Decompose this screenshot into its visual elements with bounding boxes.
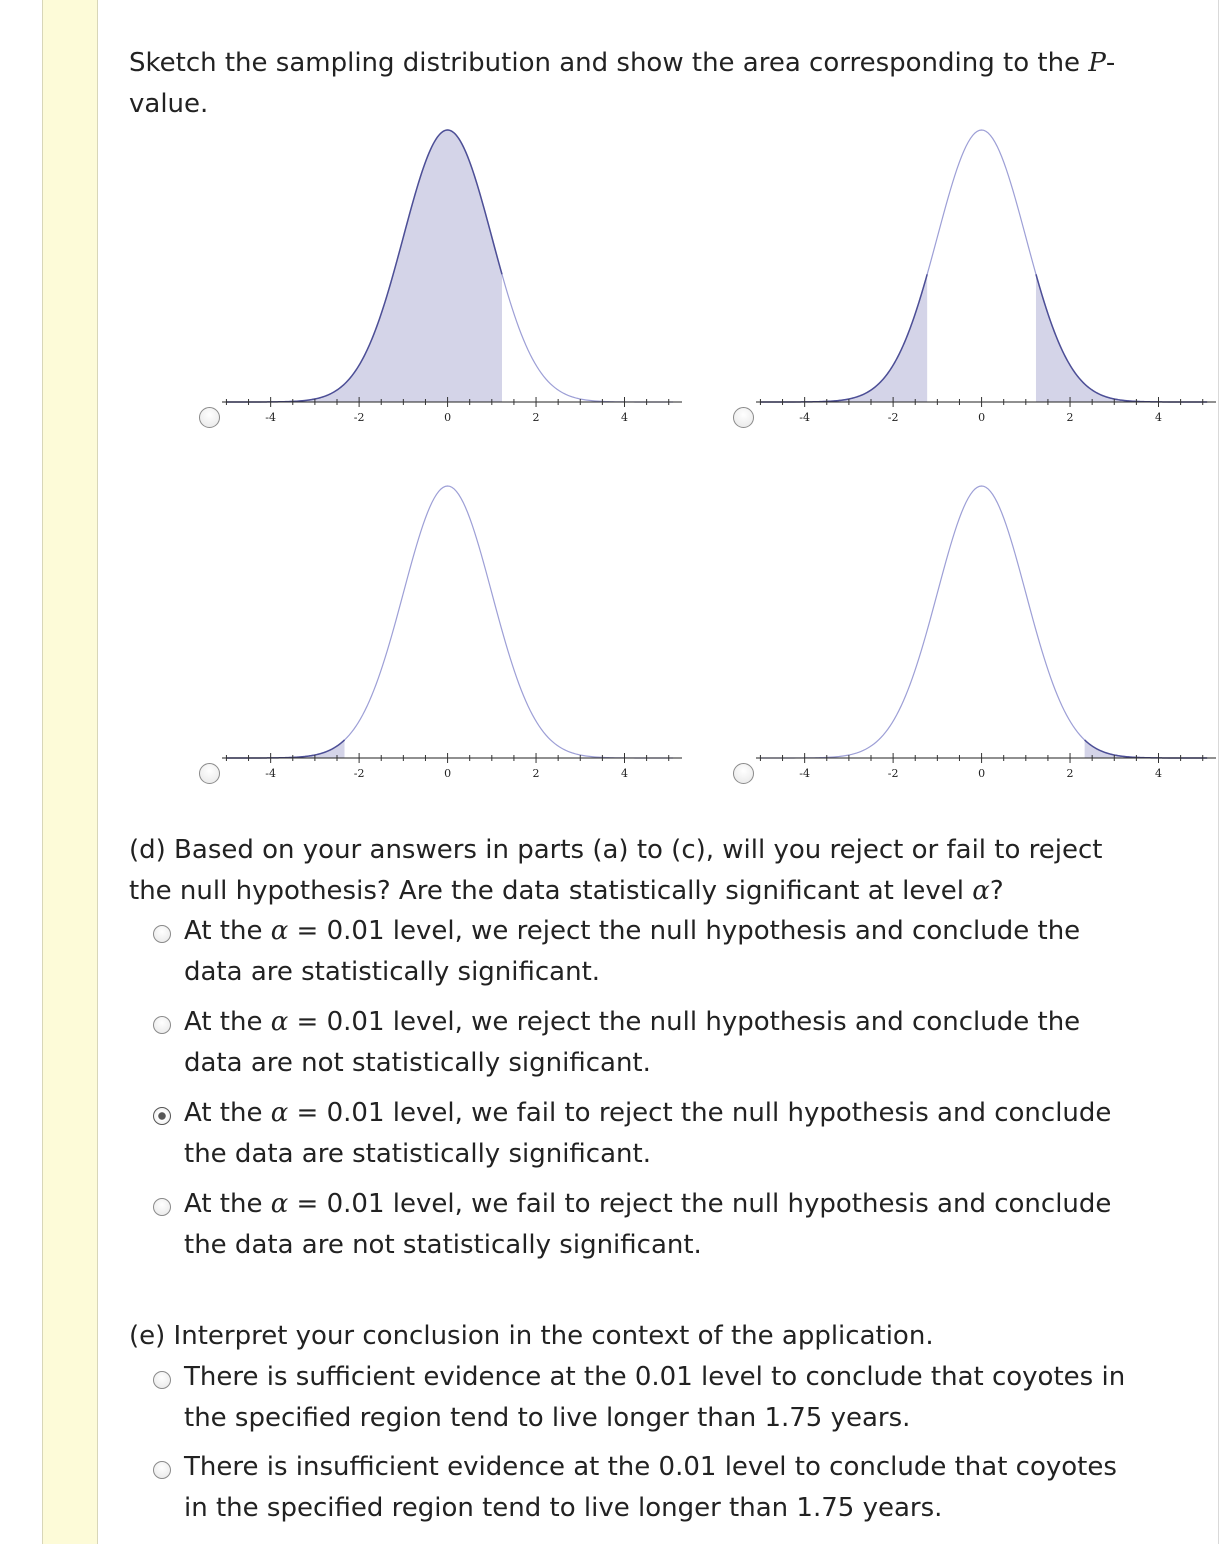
tick-label: 0	[444, 767, 452, 780]
part-d-option-2-radio[interactable]	[153, 1016, 171, 1034]
part-e-option-1-radio[interactable]	[153, 1371, 171, 1389]
part-d-question-line1: (d) Based on your answers in parts (a) to (c), will you reject or fail to reject	[129, 835, 1103, 865]
shaded-area	[1085, 740, 1208, 758]
tick-label: -4	[265, 767, 277, 780]
distribution-curve	[760, 130, 1207, 402]
shaded-area	[226, 740, 344, 758]
tick-label: 2	[1066, 411, 1074, 424]
plot-option-2	[756, 120, 1216, 430]
tick-label: -4	[799, 767, 811, 780]
intro-text: Sketch the sampling distribution and show the area corresponding to the P-value.	[129, 48, 1116, 119]
sampling-distribution-plot-1	[222, 120, 682, 430]
tick-label: 0	[978, 767, 986, 780]
right-border	[1218, 0, 1219, 1544]
distribution-curve	[760, 486, 1207, 758]
plot-option-radio-4[interactable]	[733, 763, 754, 784]
sampling-distribution-plot-4	[756, 476, 1216, 786]
part-d-question	[129, 830, 1179, 912]
tick-label: 4	[621, 767, 628, 780]
tick-label: -4	[265, 411, 277, 424]
distribution-curve	[226, 486, 673, 758]
part-e-question: (e) Interpret your conclusion in the context of the application.	[129, 1321, 934, 1351]
tick-label: 4	[621, 411, 628, 424]
tick-label: -2	[353, 411, 365, 424]
plot-option-radio-3[interactable]	[199, 763, 220, 784]
tick-label: 4	[1155, 411, 1162, 424]
sampling-distribution-plot-3	[222, 476, 682, 786]
tick-label: -4	[799, 411, 811, 424]
sampling-distribution-plot-2	[756, 120, 1216, 430]
highlighted-curve	[760, 274, 1207, 402]
tick-label: 2	[532, 411, 540, 424]
part-e-option-2[interactable]: There is insufficient evidence at the 0.01 level to conclude that coyotes in the specified region tend to live longer than 1.75 years.	[184, 1452, 1117, 1523]
tick-label: 0	[444, 411, 452, 424]
tick-label: -2	[887, 767, 899, 780]
part-d-option-3[interactable]: At the α = 0.01 level, we fail to reject the null hypothesis and conclude the data are statistically significant.	[184, 1098, 1112, 1169]
left-gutter	[42, 0, 98, 1544]
shaded-area	[226, 130, 502, 402]
part-d-option-4-radio[interactable]	[153, 1198, 171, 1216]
part-d-option-3-radio[interactable]	[153, 1107, 171, 1125]
part-d-question-line2: the null hypothesis? Are the data statistically significant at level α?	[129, 876, 1004, 906]
shaded-area	[760, 274, 1207, 402]
plot-option-radio-1[interactable]	[199, 407, 220, 428]
plot-option-radio-2[interactable]	[733, 407, 754, 428]
plot-option-3	[222, 476, 682, 786]
part-d-option-1-radio[interactable]	[153, 925, 171, 943]
plot-option-1	[222, 120, 682, 430]
plot-option-4	[756, 476, 1216, 786]
tick-label: -2	[887, 411, 899, 424]
tick-label: 2	[1066, 767, 1074, 780]
tick-label: 4	[1155, 767, 1162, 780]
part-d-option-2[interactable]: At the α = 0.01 level, we reject the null hypothesis and conclude the data are not statistically significant.	[184, 1007, 1081, 1078]
part-e-option-1[interactable]: There is sufficient evidence at the 0.01 level to conclude that coyotes in the specified region tend to live longer than 1.75 years.	[184, 1362, 1126, 1433]
tick-label: 2	[532, 767, 540, 780]
part-e-option-2-radio[interactable]	[153, 1461, 171, 1479]
tick-label: 0	[978, 411, 986, 424]
part-d-option-4[interactable]: At the α = 0.01 level, we fail to reject the null hypothesis and conclude the data are not statistically significant.	[184, 1189, 1112, 1260]
part-d-option-1[interactable]: At the α = 0.01 level, we reject the null hypothesis and conclude the data are statistically significant.	[184, 916, 1081, 987]
tick-label: -2	[353, 767, 365, 780]
